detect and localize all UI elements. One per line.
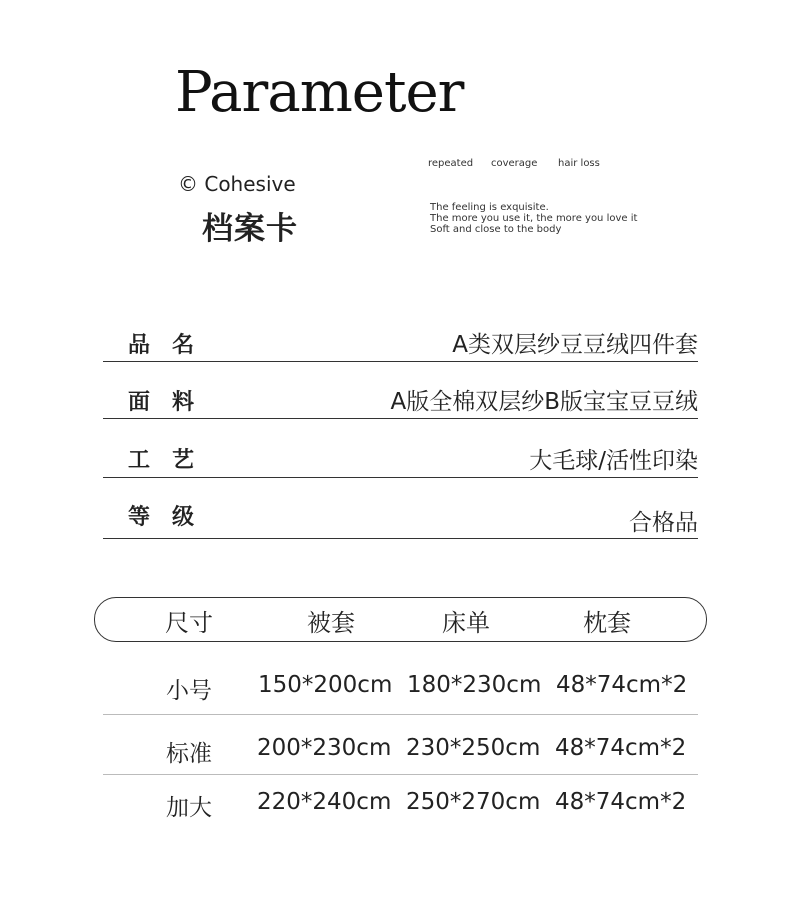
sheet-cell: 230*250cm: [406, 735, 541, 761]
pillow-cell: 48*74cm*2: [555, 789, 687, 815]
param-row-fabric: [103, 375, 698, 419]
card-title: 档案卡: [202, 211, 298, 247]
param-value: 合格品: [629, 510, 698, 536]
param-label: 等级: [128, 505, 217, 530]
sheet-cell: 180*230cm: [407, 672, 542, 698]
header-size: 尺寸: [165, 609, 213, 637]
row-divider: [103, 714, 698, 715]
page-title: Parameter: [175, 60, 464, 125]
tag-repeated: repeated: [428, 158, 474, 169]
header-duvet-cover: 被套: [307, 609, 355, 637]
tag-hair-loss: hair loss: [558, 158, 600, 169]
header-pillowcase: 枕套: [583, 609, 631, 637]
tagline: The feeling is exquisite.: [430, 202, 549, 213]
pillow-cell: 48*74cm*2: [555, 735, 687, 761]
param-label: 品名: [128, 333, 217, 358]
param-label: 工艺: [128, 448, 217, 473]
tagline: Soft and close to the body: [430, 224, 562, 235]
param-row-grade: [103, 490, 698, 539]
tagline-block: [430, 202, 637, 235]
duvet-cell: 220*240cm: [257, 789, 392, 815]
param-value: A类双层纱豆豆绒四件套: [452, 332, 698, 358]
header-bed-sheet: 床单: [442, 609, 490, 637]
tag-coverage: coverage: [491, 158, 538, 169]
param-label: 面料: [128, 390, 217, 415]
param-row-name: [103, 318, 698, 362]
size-cell: 标准: [166, 741, 212, 767]
duvet-cell: 150*200cm: [258, 672, 393, 698]
duvet-cell: 200*230cm: [257, 735, 392, 761]
size-cell: 加大: [166, 795, 212, 821]
param-value: 大毛球/活性印染: [529, 448, 698, 474]
pillow-cell: 48*74cm*2: [556, 672, 688, 698]
brand-name: © Cohesive: [178, 172, 296, 196]
tagline: The more you use it, the more you love it: [430, 213, 638, 224]
param-row-craft: [103, 432, 698, 478]
size-cell: 小号: [166, 678, 212, 704]
row-divider: [103, 774, 698, 775]
param-value: A版全棉双层纱B版宝宝豆豆绒: [390, 389, 698, 415]
sheet-cell: 250*270cm: [406, 789, 541, 815]
